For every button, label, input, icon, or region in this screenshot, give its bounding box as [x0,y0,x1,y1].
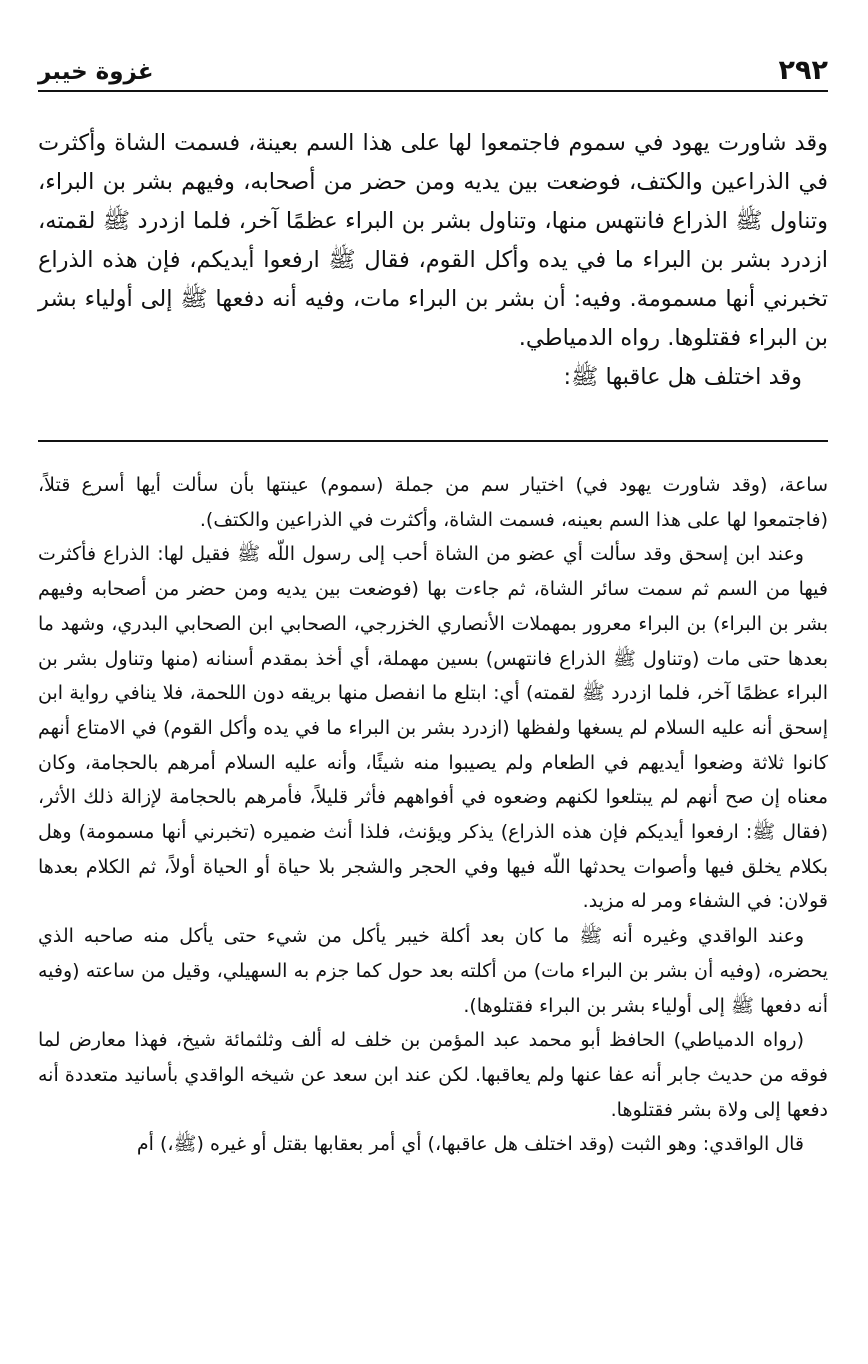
page-number: ٢٩٢ [778,55,828,86]
commentary-text [38,468,828,1162]
commentary-paragraph: (رواه الدمياطي) الحافظ أبو محمد عبد المؤمن بن خلف له ألف وثلثمائة شيخ، فهذا معارض لما فوقه من حديث جابر أنه عفا عنها ولم يعاقبها. لكن عند ابن سعد عن شيخه الواقدي بأسانيد متعددة أنه دفعها إلى ولاة بشر فقتلوها. [38,1029,828,1121]
section-divider [38,440,828,442]
commentary-paragraph: وعند ابن إسحق وقد سألت أي عضو من الشاة أحب إلى رسول اللّه ﷺ فقيل لها: الذراع فأكثرت فيها من السم ثم سمت سائر الشاة، ثم جاءت بها (فوضعت بين يديه ومن حضر من أصحابه وفيهم بشر بن البراء) بن البراء معرور بمهملات الأنصاري الخزرجي، الصحابي ابن الصحابي البدري، وشهد ما بعدها حتى مات (وتناول ﷺ الذراع فانتهس) بسين مهملة، أي أخذ بمقدم أسنانه (منها وتناول بشر بن البراء عظمًا آخر، فلما ازدرد ﷺ لقمته) أي: ابتلع ما انفصل منها بريقه دون اللحمة، فلا ينافي رواية ابن إسحق أنه عليه السلام لم يسغها ولفظها (ازدرد بشر بن البراء ما في يده وأكل القوم) في الامتاع أنهم كانوا ثلاثة وضعوا أيديهم في الطعام ولم يصيبوا منه شيئًا، وأنه عليه السلام أمرهم بالحجامة، وكان معناه إن صح أنهم لم يبتلعوا لكنهم وضعوه في أفواههم فأثر قليلاً، فأمرهم بالحجامة لإزالة ذلك الأثر، (فقال ﷺ: ارفعوا أيديكم فإن هذه الذراع) يذكر ويؤنث، فلذا أنث ضميره (تخبرني أنها مسمومة) وهل بكلام يخلق فيها وأصوات يحدثها اللّه فيها وفي الحجر والشجر بلا حياة أو الحياة أولاً، ثم الكلام بعدها قولان: في الشفاء ومر له مزيد. [38,543,828,913]
main-text-paragraph: وقد شاورت يهود في سموم فاجتمعوا لها على هذا السم بعينة، فسمت الشاة وأكثرت في الذراعين والكتف، فوضعت بين يديه ومن حضر من أصحابه، وفيهم بشر بن البراء، وتناول ﷺ الذراع فانتهس منها، وتناول بشر بن البراء عظمًا آخر، فلما ازدرد ﷺ لقمته، ازدرد بشر بن البراء ما في يده وأكل القوم، فقال ﷺ ارفعوا أيديكم، فإن هذه الذراع تخبرني أنها مسمومة. وفيه: أن بشر بن البراء مات، وفيه أنه دفعها ﷺ إلى أولياء بشر بن البراء فقتلوها. رواه الدمياطي. [38,130,828,351]
commentary-paragraph: ساعة، (وقد شاورت يهود في) اختيار سم من جملة (سموم) عينتها بأن سألت أيها أسرع قتلاً، (فاجتمعوا لها على هذا السم بعينه، فسمت الشاة، وأكثرت في الذراعين والكتف). [38,474,828,531]
page-header [38,44,828,92]
chapter-title: غزوة خيبر [38,59,154,85]
main-text-paragraph: وقد اختلف هل عاقبها ﷺ: [563,364,802,390]
commentary-paragraph: قال الواقدي: وهو الثبت (وقد اختلف هل عاقبها،) أي أمر بعقابها بقتل أو غيره (ﷺ،) أم [136,1133,804,1156]
main-text [38,124,828,397]
commentary-paragraph: وعند الواقدي وغيره أنه ﷺ ما كان بعد أكلة خيبر يأكل من شيء حتى يأكل منه صاحبه الذي يحضره، (وفيه أن بشر بن البراء مات) من أكلته بعد حول كما جزم به السهيلي، وقيل من ساعته (وفيه أنه دفعها ﷺ إلى أولياء بشر بن البراء فقتلوها). [38,925,828,1017]
